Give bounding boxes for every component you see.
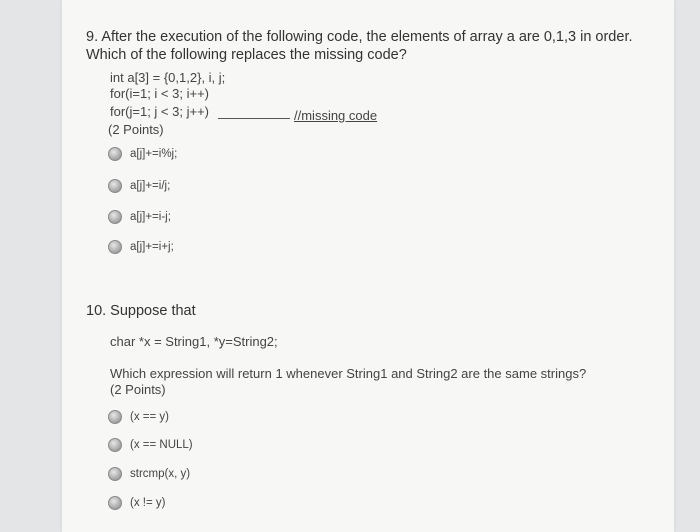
q10-option-3[interactable] bbox=[108, 465, 190, 483]
question-9-points: (2 Points) bbox=[108, 122, 164, 137]
q10-option-4[interactable] bbox=[108, 494, 165, 512]
radio-button-icon[interactable] bbox=[108, 496, 122, 510]
radio-button-icon[interactable] bbox=[108, 240, 122, 254]
code-line-1: int a[3] = {0,1,2}, i, j; bbox=[110, 70, 226, 85]
radio-button-icon[interactable] bbox=[108, 438, 122, 452]
q9-option-3-label: a[j]+=i-j; bbox=[130, 211, 171, 223]
q9-option-2[interactable] bbox=[108, 177, 170, 195]
radio-button-icon[interactable] bbox=[108, 467, 122, 481]
q9-option-1-label: a[j]+=i%j; bbox=[130, 148, 178, 160]
q10-option-3-label: strcmp(x, y) bbox=[130, 468, 191, 480]
radio-button-icon[interactable] bbox=[108, 179, 122, 193]
q9-option-4[interactable] bbox=[108, 238, 174, 256]
radio-button-icon[interactable] bbox=[108, 147, 122, 161]
quiz-page bbox=[62, 0, 674, 532]
code-line-2: for(i=1; i < 3; i++) bbox=[110, 86, 209, 101]
q10-option-2-label: (x == NULL) bbox=[130, 439, 193, 451]
missing-code-blank bbox=[218, 118, 290, 119]
question-10-declaration: char *x = String1, *y=String2; bbox=[110, 334, 278, 349]
question-10-points: (2 Points) bbox=[110, 382, 166, 397]
q9-option-4-label: a[j]+=i+j; bbox=[130, 241, 174, 253]
radio-button-icon[interactable] bbox=[108, 210, 122, 224]
missing-code-comment: //missing code bbox=[294, 108, 378, 123]
radio-button-icon[interactable] bbox=[108, 410, 122, 424]
q10-option-4-label: (x != y) bbox=[130, 497, 166, 509]
q9-option-3[interactable] bbox=[108, 208, 171, 226]
q10-option-2[interactable] bbox=[108, 436, 193, 454]
question-9-title: 9. After the execution of the following code, the elements of array a are 0,1,3 in order. Which of the following replaces the missing code? bbox=[86, 29, 633, 63]
question-10-text: Which expression will return 1 whenever String1 and String2 are the same strings? bbox=[110, 366, 587, 381]
code-line-3: for(j=1; j < 3; j++) bbox=[110, 104, 209, 119]
q9-option-1[interactable] bbox=[108, 145, 177, 163]
q10-option-1-label: (x == y) bbox=[130, 411, 169, 423]
question-10-title: 10. Suppose that bbox=[86, 303, 196, 319]
q9-option-2-label: a[j]+=i/j; bbox=[130, 180, 171, 192]
q10-option-1[interactable] bbox=[108, 408, 169, 426]
